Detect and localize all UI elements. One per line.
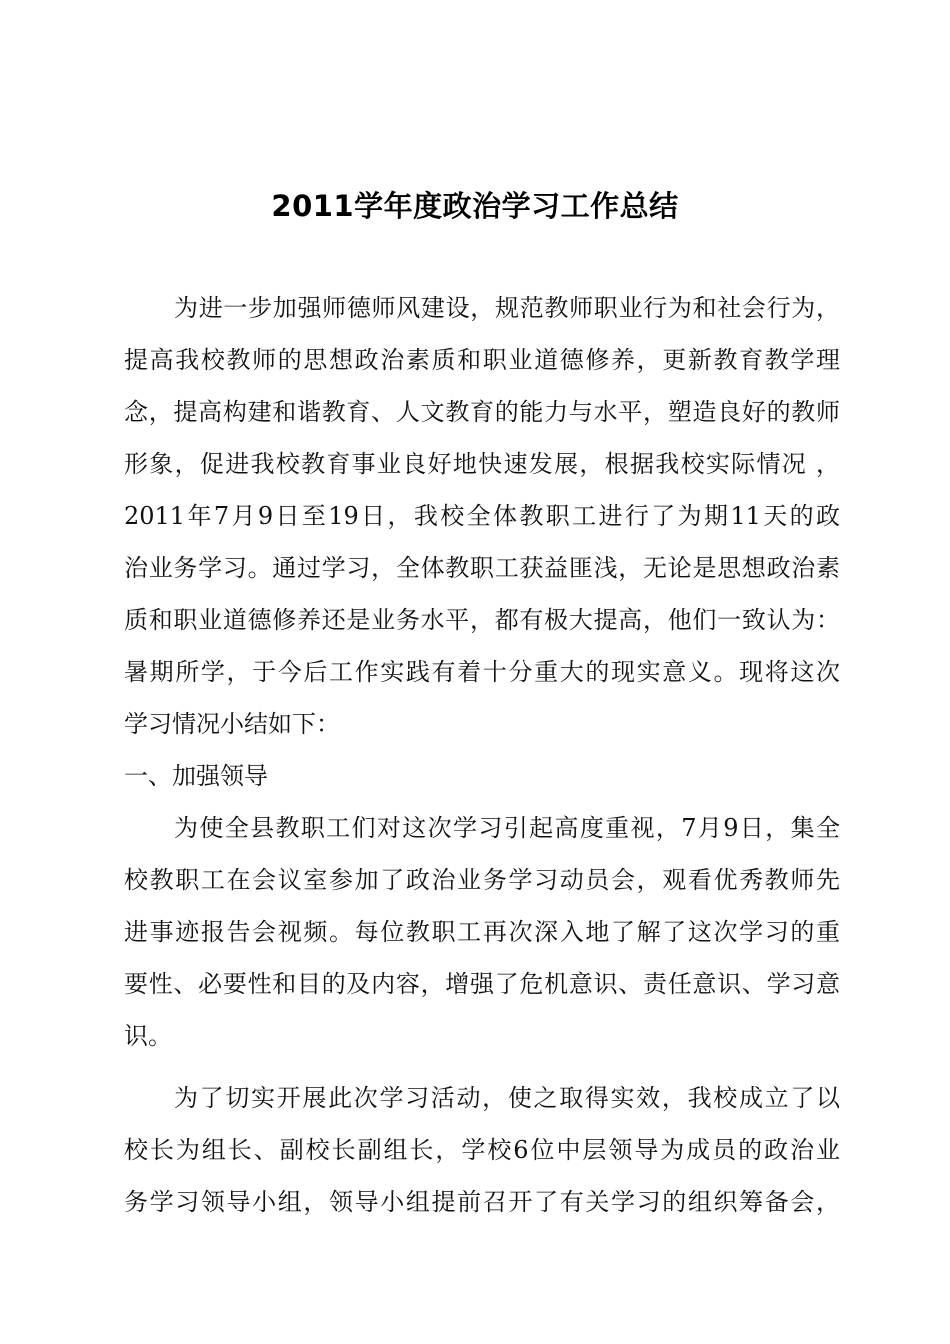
text-line: 识。 [124,1022,172,1050]
paragraph-intro [124,282,840,750]
text-line: 念，提高构建和谐教育、人文教育的能力与水平，塑造良好的教师 [124,398,840,426]
text-line: 形象，促进我校教育事业良好地快速发展，根据我校实际情况 ， [124,450,840,478]
text-line: 为了切实开展此次学习活动，使之取得实效，我校成立了以 [174,1084,840,1112]
paragraph-gap [124,1062,840,1072]
text-line: 务学习领导小组，领导小组提前召开了有关学习的组织筹备会， [124,1188,840,1216]
paragraph-mobilization [124,802,840,1062]
text-line: 质和职业道德修养还是业务水平，都有极大提高，他们一致认为： [124,606,840,634]
paragraph-leadership-group [124,1072,840,1228]
section-heading [124,750,840,802]
section-heading-text: 一、加强领导 [124,762,268,790]
text-line: 校教职工在会议室参加了政治业务学习动员会，观看优秀教师先 [124,866,840,894]
document-title: 2011学年度政治学习工作总结 [271,189,679,223]
text-line: 2011年7月9日至19日，我校全体教职工进行了为期11天的政 [124,502,840,530]
text-line: 为进一步加强师德师风建设，规范教师职业行为和社会行为， [174,294,840,322]
text-line: 学习情况小结如下： [124,710,340,738]
text-line: 提高我校教师的思想政治素质和职业道德修养，更新教育教学理 [124,346,840,374]
text-line: 进事迹报告会视频。每位教职工再次深入地了解了这次学习的重 [124,918,840,946]
text-line: 校长为组长、副校长副组长，学校6位中层领导为成员的政治业 [124,1136,840,1164]
text-line: 要性、必要性和目的及内容，增强了危机意识、责任意识、学习意 [124,970,840,998]
text-line: 治业务学习。通过学习，全体教职工获益匪浅，无论是思想政治素 [124,554,840,582]
text-line: 为使全县教职工们对这次学习引起高度重视，7月9日，集全 [174,814,840,842]
document-body [124,282,840,1228]
text-line: 暑期所学，于今后工作实践有着十分重大的现实意义。现将这次 [124,658,840,686]
